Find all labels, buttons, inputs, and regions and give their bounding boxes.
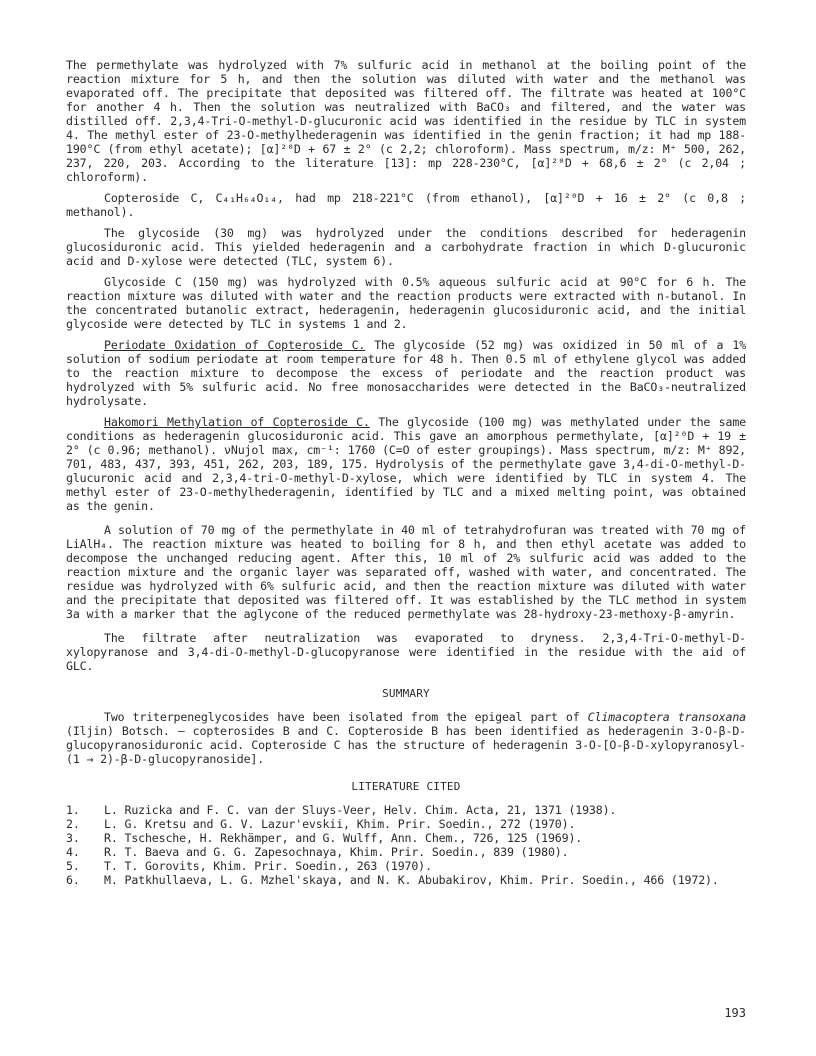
reference-item [66,845,746,859]
paragraph-permethylate-hydrolysis: The permethylate was hydrolyzed with 7% sulfuric acid in methanol at the boiling point of the reaction mixture for 5 h, and then the solution was diluted with water and the methanol was evaporated off. The precipitate that deposited was filtered off. The filtrate was heated at 100°C for another 4 h. Then the solution was neutralized with BaCO₃ and filtered, and the water was distilled off. 2,3,4-Tri-O-methyl-D-glucuronic acid was identified in the residue by TLC in system 4. The methyl ester of 23-O-methylhederagenin was identified in the genin fraction; it had mp 188-190°C (from ethyl acetate); [α]²⁰D + 67 ± 2° (c 2,2; chloroform). Mass spectrum, m/z: M⁺ 500, 262, 237, 220, 203. According to the literature [13]: mp 228-230°C, [α]²⁰D + 68,6 ± 2° (c 2,04 ; chloroform). [66,58,746,184]
paragraph-lialh4-reduction: A solution of 70 mg of the permethylate in 40 ml of tetrahydrofuran was treated with 70 mg of LiAlH₄. The reaction mixture was heated to boiling for 8 h, and then ethyl acetate was added to decompose the unchanged reducing agent. After this, 10 ml of 2% sulfuric acid was added to the reaction mixture and the organic layer was separated off, washed with water, and concentrated. The residue was hydrolyzed with 6% sulfuric acid, and then the reaction mixture was diluted with water and the precipitate that deposited was filtered off. It was established by the TLC method in system 3a with a marker that the aglycone of the reduced permethylate was 28-hydroxy-23-methoxy-β-amyrin. [66,523,746,621]
reference-item [66,803,746,817]
reference-number: 2. [66,817,80,831]
summary-text-part-a: Two triterpeneglycosides have been isolated from the epigeal part of [104,710,588,724]
species-name: Climacoptera transoxana [587,710,747,724]
reference-text: R. Tschesche, H. Rekhämper, and G. Wulff, Ann. Chem., 726, 125 (1969). [104,831,583,845]
paragraph-hakomori-methylation-text: The glycoside (100 mg) was methylated under the same conditions as hederagenin glucosiduronic acid. This gave an amorphous permethylate, [α]²⁰D + 19 ± 2° (c 0.96; methanol). νNujol max, cm⁻¹: 1760 (C=O of ester groupings). Mass spectrum, m/z: M⁺ 892, 701, 483, 437, 393, 451, 262, 203, 189, 175. Hydrolysis of the permethylate gave 3,4-di-O-methyl-D-glucuronic acid and 2,3,4-tri-O-methyl-D-xylose, which were identified by TLC in system 4. The methyl ester of 23-O-methylhederagenin, identified by TLC and a mixed melting point, was obtained as the genin. [66,415,746,513]
reference-text: L. G. Kretsu and G. V. Lazur'evskii, Khim. Prir. Soedin., 272 (1970). [104,817,576,831]
literature-heading: LITERATURE CITED [351,780,461,793]
summary-text-part-b: (Iljin) Botsch. — copterosides B and C. Copteroside B has been identified as hederagenin 3-O-β-D-glucopyranosiduronic acid. Copteroside C has the structure of hederagenin 3-O-[O-β-D-xylopyranosyl-(1 → 2)-β-D-glucopyranoside]. [66,724,746,766]
paragraph-periodate-oxidation-text: The glycoside (52 mg) was oxidized in 50 ml of a 1% solution of sodium periodate at room temperature for 48 h. Then 0.5 ml of ethylene glycol was added to the reaction mixture to decompose the excess of periodate and the reaction product was hydrolyzed with 5% sulfuric acid. No free monosaccharides were detected in the BaCO₃-neutralized hydrolysate. [66,338,746,408]
article-body [66,58,746,887]
paragraph-glycoside-hydrolysis: The glycoside (30 mg) was hydrolyzed under the conditions described for hederagenin glucosiduronic acid. This yielded hederagenin and a carbohydrate fraction in which D-glucuronic acid and D-xylose were detected (TLC, system 6). [66,226,746,268]
reference-number: 3. [66,831,80,845]
section-title-periodate-oxidation: Periodate Oxidation of Copteroside C. [104,338,366,352]
paragraph-hakomori-methylation [66,415,746,513]
paragraph-copteroside-c-properties: Copteroside C, C₄₁H₆₄O₁₄, had mp 218-221°C (from ethanol), [α]²⁰D + 16 ± 2° (c 0,8 ; methanol). [66,191,746,219]
reference-list [66,803,746,887]
section-title-hakomori-methylation: Hakomori Methylation of Copteroside C. [104,415,370,429]
reference-text: M. Patkhullaeva, L. G. Mzhel'skaya, and N. K. Abubakirov, Khim. Prir. Soedin., 466 (1972). [104,873,719,887]
reference-text: R. T. Baeva and G. G. Zapesochnaya, Khim. Prir. Soedin., 839 (1980). [104,845,569,859]
paragraph-glycoside-c-partial-hydrolysis: Glycoside C (150 mg) was hydrolyzed with 0.5% aqueous sulfuric acid at 90°C for 6 h. The reaction mixture was diluted with water and the reaction products were extracted with n-butanol. In the concentrated butanolic extract, hederagenin, hederagenin glucosiduronic acid, and the initial glycoside were detected by TLC in systems 1 and 2. [66,275,746,331]
reference-item [66,831,746,845]
reference-number: 1. [66,803,80,817]
paragraph-periodate-oxidation [66,338,746,408]
reference-item [66,817,746,831]
reference-number: 4. [66,845,80,859]
reference-number: 6. [66,873,80,887]
reference-number: 5. [66,859,80,873]
summary-text [66,710,746,766]
reference-text: T. T. Gorovits, Khim. Prir. Soedin., 263 (1970). [104,859,432,873]
reference-item [66,859,746,873]
paragraph-filtrate-glc: The filtrate after neutralization was evaporated to dryness. 2,3,4-Tri-O-methyl-D-xylopyranose and 3,4-di-O-methyl-D-glucopyranose were identified in the residue with the aid of GLC. [66,631,746,673]
summary-heading: SUMMARY [382,687,430,700]
reference-item [66,873,746,887]
page-number: 193 [724,1006,746,1020]
reference-text: L. Ruzicka and F. C. van der Sluys-Veer, Helv. Chim. Acta, 21, 1371 (1938). [104,803,617,817]
